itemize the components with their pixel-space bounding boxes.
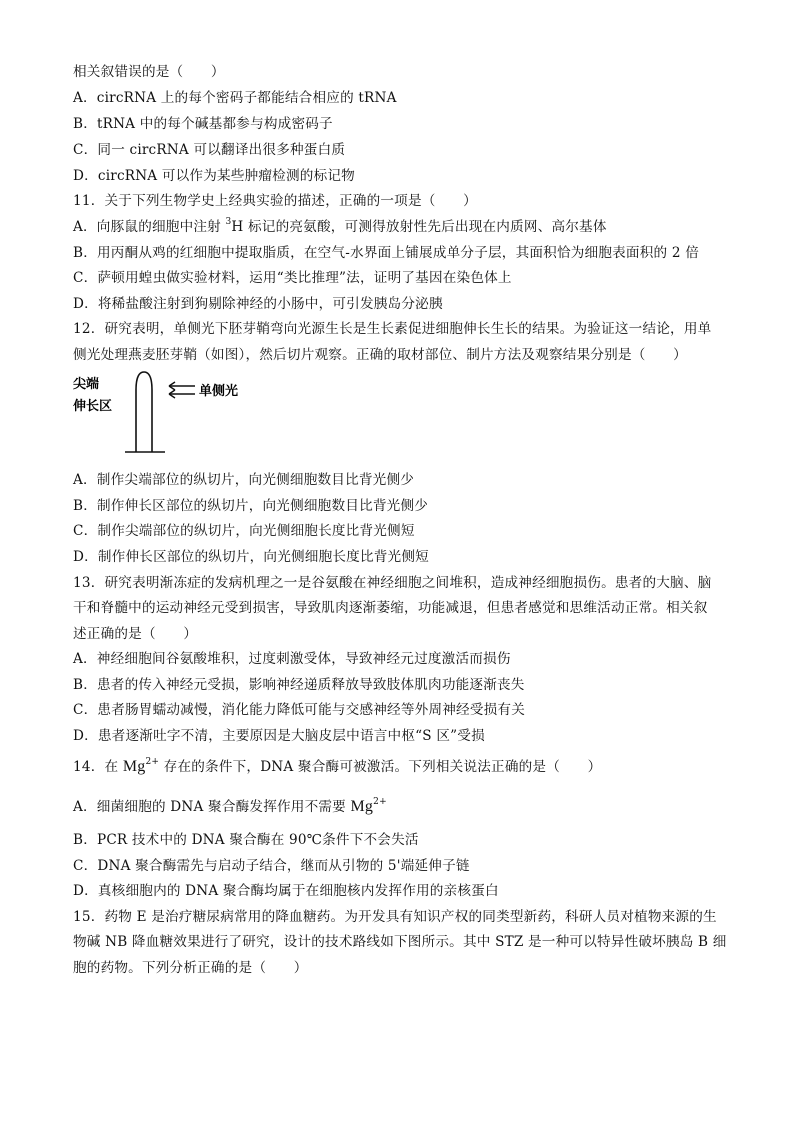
coleoptile-diagram (73, 368, 253, 458)
q11-isotope-superscript: 3 (225, 217, 232, 228)
q14-option-a (73, 797, 740, 817)
q14-option-a-charge: 2+ (373, 797, 387, 808)
coleoptile-figure (73, 368, 253, 458)
q10-option-d: D．circRNA 可以作为某些肿瘤检测的标记物 (73, 168, 355, 184)
q15-stem-line1: 15．药物 E 是治疗糖尿病常用的降血糖药。为开发具有知识产权的同类型新药，科研人员对植物来源的生 (73, 909, 717, 925)
q12-option-a: A．制作尖端部位的纵切片，向光侧细胞数目比背光侧少 (73, 472, 415, 488)
q11-option-a-post: H 标记的亮氨酸，可测得放射性先后出现在内质网、高尔基体 (231, 219, 607, 235)
q10-option-b: B．tRNA 中的每个碱基都参与构成密码子 (73, 116, 333, 132)
q12-option-c: C．制作尖端部位的纵切片，向光侧细胞长度比背光侧短 (73, 523, 415, 539)
q14-option-b: B．PCR 技术中的 DNA 聚合酶在 90℃条件下不会失活 (73, 832, 419, 848)
q14-stem (73, 757, 740, 777)
q13-option-b: B．患者的传入神经元受损，影响神经递质释放导致肢体肌肉功能逐渐丧失 (73, 677, 525, 693)
coleoptile-outline (136, 372, 152, 452)
q13-option-c: C．患者肠胃蠕动减慢，消化能力降低可能与交感神经等外周神经受损有关 (73, 702, 525, 718)
q14-option-d: D．真核细胞内的 DNA 聚合酶均属于在细胞核内发挥作用的亲核蛋白 (73, 883, 499, 899)
q14-option-a-text: A．细菌细胞的 DNA 聚合酶发挥作用不需要 (73, 799, 351, 815)
q12-option-b: B．制作伸长区部位的纵切片，向光侧细胞数目比背光侧少 (73, 498, 429, 514)
q11-option-b: B．用丙酮从鸡的红细胞中提取脂质，在空气-水界面上铺展成单分子层，其面积恰为细胞表面积的 2 倍 (73, 245, 700, 261)
q13-option-d: D．患者逐渐吐字不清，主要原因是大脑皮层中语言中枢“S 区”受损 (73, 728, 485, 744)
q10-option-a: A．circRNA 上的每个密码子都能结合相应的 tRNA (73, 90, 397, 106)
label-tip: 尖端 (73, 377, 100, 392)
q14-mg-charge: 2+ (145, 757, 160, 768)
q14-option-c: C．DNA 聚合酶需先与启动子结合，继而从引物的 5'端延伸子链 (73, 858, 470, 874)
q11-stem: 11．关于下列生物学史上经典实验的描述，正确的一项是（ ） (73, 193, 477, 209)
q13-stem-line3: 述正确的是（ ） (73, 626, 198, 642)
q13-option-a: A．神经细胞间谷氨酸堆积，过度刺激受体，导致神经元过度激活而损伤 (73, 651, 511, 667)
q11-option-a-pre: A．向豚鼠的细胞中注射 (73, 219, 226, 235)
q11-option-d: D．将稀盐酸注射到狗剔除神经的小肠中，可引发胰岛分泌胰 (73, 296, 443, 312)
q10-stem: 相关叙错误的是（ ） (73, 64, 225, 80)
q13-stem-line2: 干和脊髓中的运动神经元受到损害，导致肌肉逐渐萎缩，功能减退，但患者感觉和思维活动正常。相关叙 (73, 600, 708, 616)
label-elongation-zone: 伸长区 (73, 399, 113, 414)
q11-option-c: C．萨顿用蝗虫做实验材料，运用“类比推理”法，证明了基因在染色体上 (73, 270, 512, 286)
q15-stem-line3: 胞的药物。下列分析正确的是（ ） (73, 960, 308, 976)
label-unilateral-light: 单侧光 (199, 384, 239, 399)
q14-mg-symbol: Mg (122, 758, 146, 775)
q12-stem-line1: 12．研究表明，单侧光下胚芽鞘弯向光源生长是生长素促进细胞伸长生长的结果。为验证这一结论，用单 (73, 321, 712, 337)
q12-option-d: D．制作伸长区部位的纵切片，向光侧细胞长度比背光侧短 (73, 549, 429, 565)
q10-option-c: C．同一 circRNA 可以翻译出很多种蛋白质 (73, 142, 346, 158)
q12-stem-line2: 侧光处理燕麦胚芽鞘（如图），然后切片观察。正确的取材部位、制片方法及观察结果分别是（ ） (73, 347, 687, 363)
q14-option-a-mg: Mg (350, 798, 374, 815)
q14-stem-text: 存在的条件下，DNA 聚合酶可被激活。下列相关说法正确的是（ ） (159, 759, 602, 775)
q13-stem-line1: 13．研究表明渐冻症的发病机理之一是谷氨酸在神经细胞之间堆积，造成神经细胞损伤。患者的大脑、脑 (73, 575, 712, 591)
q11-option-a (73, 217, 740, 237)
q14-number: 14．在 (73, 759, 123, 775)
q15-stem-line2: 物碱 NB 降血糖效果进行了研究，设计的技术路线如下图所示。其中 STZ 是一种可以特异性破坏胰岛 B 细 (73, 934, 727, 950)
